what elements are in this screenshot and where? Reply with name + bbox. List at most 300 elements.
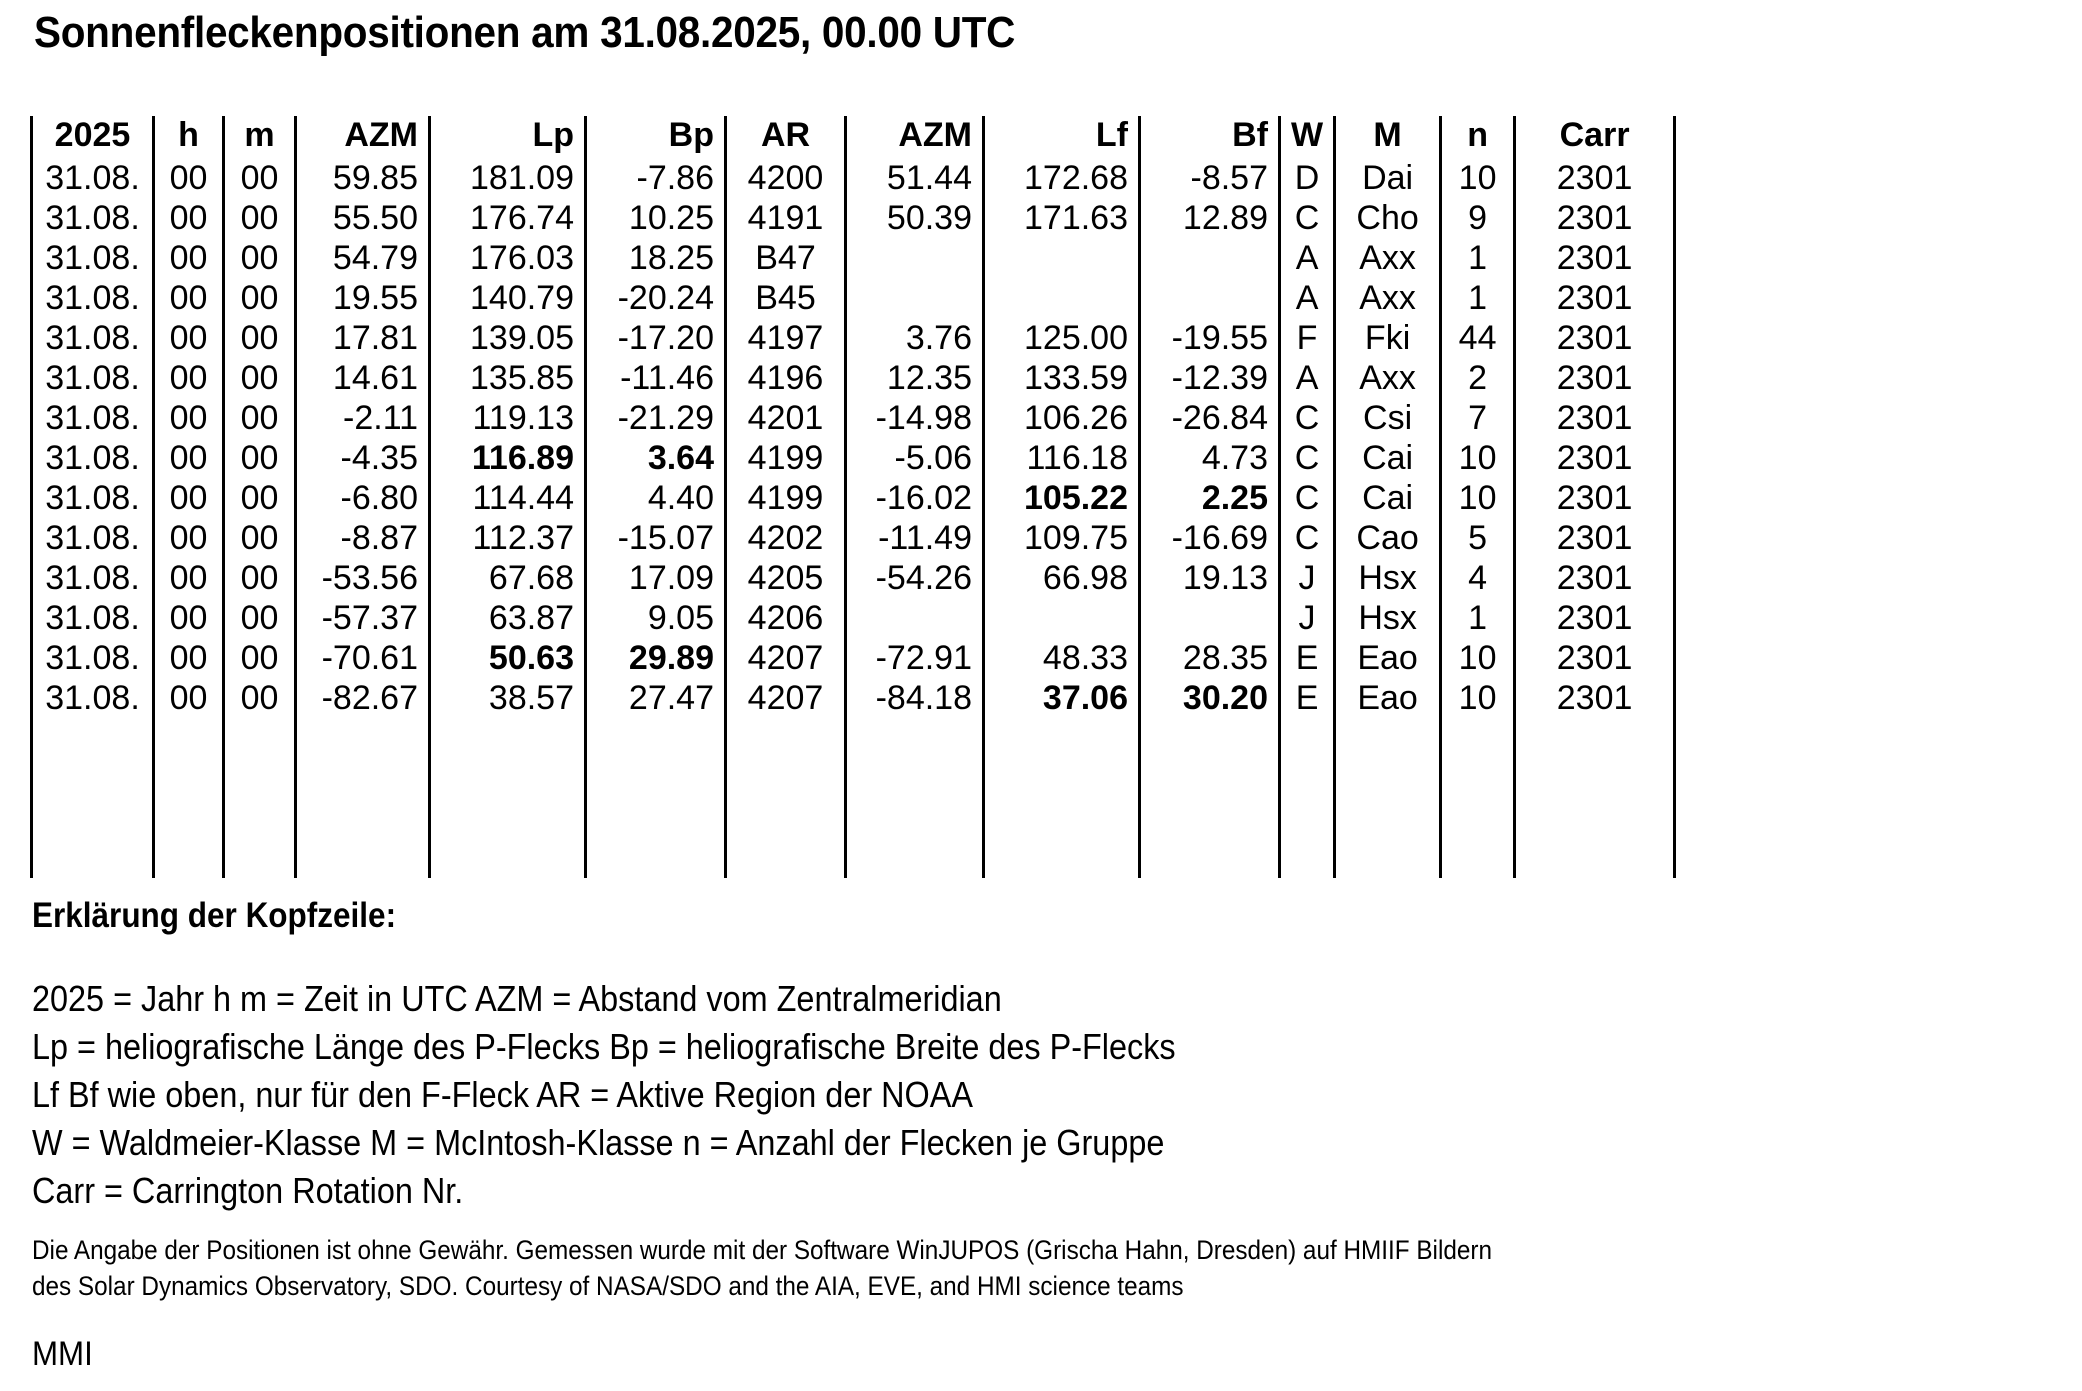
cell-lf: 116.18 (984, 438, 1140, 478)
cell-empty (32, 838, 154, 878)
cell-bf: 12.89 (1140, 198, 1280, 238)
cell-count: 10 (1441, 638, 1515, 678)
cell-ar: 4207 (726, 638, 846, 678)
column-header-ar: AR (726, 116, 846, 158)
cell-count: 10 (1441, 478, 1515, 518)
cell-empty (224, 718, 296, 758)
cell-date: 31.08. (32, 598, 154, 638)
cell-azm-p: 14.61 (296, 358, 430, 398)
cell-lf: 66.98 (984, 558, 1140, 598)
cell-mcintosh: Axx (1335, 358, 1441, 398)
cell-carrington: 2301 (1515, 158, 1675, 198)
cell-count: 1 (1441, 238, 1515, 278)
cell-waldmeier: A (1280, 358, 1335, 398)
cell-date: 31.08. (32, 238, 154, 278)
cell-bp: -7.86 (586, 158, 726, 198)
cell-minute: 00 (224, 638, 296, 678)
footer-disclaimer (32, 1232, 1492, 1304)
cell-waldmeier: D (1280, 158, 1335, 198)
sunspot-positions-table (30, 116, 1676, 878)
cell-empty (430, 718, 586, 758)
explanation-heading: Erklärung der Kopfzeile: (32, 896, 397, 935)
cell-date: 31.08. (32, 318, 154, 358)
cell-empty (1441, 838, 1515, 878)
cell-date: 31.08. (32, 678, 154, 718)
cell-waldmeier: J (1280, 558, 1335, 598)
cell-empty (726, 838, 846, 878)
page-title: Sonnenfleckenpositionen am 31.08.2025, 00.00 UTC (34, 8, 1016, 57)
column-header-carr: Carr (1515, 116, 1675, 158)
cell-waldmeier: C (1280, 518, 1335, 558)
cell-waldmeier: C (1280, 398, 1335, 438)
cell-empty (1441, 798, 1515, 838)
cell-lp: 63.87 (430, 598, 586, 638)
cell-empty (296, 838, 430, 878)
cell-empty (846, 758, 984, 798)
cell-count: 9 (1441, 198, 1515, 238)
cell-azm-f: -16.02 (846, 478, 984, 518)
table-row (32, 198, 1675, 238)
cell-azm-f: -14.98 (846, 398, 984, 438)
cell-hour: 00 (154, 278, 224, 318)
cell-azm-p: 54.79 (296, 238, 430, 278)
cell-mcintosh: Dai (1335, 158, 1441, 198)
cell-empty (586, 838, 726, 878)
cell-hour: 00 (154, 558, 224, 598)
cell-carrington: 2301 (1515, 518, 1675, 558)
cell-bp: 29.89 (586, 638, 726, 678)
cell-hour: 00 (154, 398, 224, 438)
cell-mcintosh: Hsx (1335, 598, 1441, 638)
cell-empty (1515, 838, 1675, 878)
cell-empty (1335, 758, 1441, 798)
cell-carrington: 2301 (1515, 318, 1675, 358)
cell-waldmeier: C (1280, 438, 1335, 478)
cell-empty (154, 718, 224, 758)
cell-minute: 00 (224, 518, 296, 558)
cell-lf (984, 598, 1140, 638)
cell-azm-p: 55.50 (296, 198, 430, 238)
cell-bf: 19.13 (1140, 558, 1280, 598)
table-row (32, 438, 1675, 478)
cell-minute: 00 (224, 598, 296, 638)
cell-hour: 00 (154, 238, 224, 278)
table-row (32, 318, 1675, 358)
cell-lf: 171.63 (984, 198, 1140, 238)
cell-bf: -19.55 (1140, 318, 1280, 358)
cell-empty (1280, 718, 1335, 758)
cell-lp: 114.44 (430, 478, 586, 518)
cell-lp: 67.68 (430, 558, 586, 598)
cell-carrington: 2301 (1515, 558, 1675, 598)
cell-azm-p: -4.35 (296, 438, 430, 478)
table-body (32, 158, 1675, 878)
cell-empty (430, 758, 586, 798)
cell-waldmeier: A (1280, 238, 1335, 278)
cell-empty (430, 838, 586, 878)
cell-empty (984, 838, 1140, 878)
cell-mcintosh: Hsx (1335, 558, 1441, 598)
column-header-bf: Bf (1140, 116, 1280, 158)
cell-empty (430, 798, 586, 838)
cell-minute: 00 (224, 278, 296, 318)
cell-azm-p: -6.80 (296, 478, 430, 518)
cell-bf: -8.57 (1140, 158, 1280, 198)
cell-mcintosh: Cho (1335, 198, 1441, 238)
table-empty-row (32, 838, 1675, 878)
cell-bp: 9.05 (586, 598, 726, 638)
cell-hour: 00 (154, 158, 224, 198)
cell-date: 31.08. (32, 358, 154, 398)
cell-empty (726, 718, 846, 758)
column-header-m: M (1335, 116, 1441, 158)
cell-count: 1 (1441, 278, 1515, 318)
cell-waldmeier: F (1280, 318, 1335, 358)
cell-minute: 00 (224, 238, 296, 278)
cell-mcintosh: Cai (1335, 478, 1441, 518)
cell-bp: 4.40 (586, 478, 726, 518)
cell-mcintosh: Axx (1335, 238, 1441, 278)
cell-lf: 106.26 (984, 398, 1140, 438)
cell-empty (586, 718, 726, 758)
cell-azm-p: -82.67 (296, 678, 430, 718)
cell-empty (32, 758, 154, 798)
signature: MMI (32, 1335, 93, 1373)
cell-count: 5 (1441, 518, 1515, 558)
cell-empty (1515, 758, 1675, 798)
cell-carrington: 2301 (1515, 478, 1675, 518)
cell-ar: B47 (726, 238, 846, 278)
cell-empty (1515, 798, 1675, 838)
cell-date: 31.08. (32, 518, 154, 558)
cell-minute: 00 (224, 678, 296, 718)
cell-empty (1335, 798, 1441, 838)
cell-date: 31.08. (32, 278, 154, 318)
cell-hour: 00 (154, 478, 224, 518)
cell-empty (984, 758, 1140, 798)
cell-bp: -17.20 (586, 318, 726, 358)
cell-hour: 00 (154, 518, 224, 558)
cell-empty (224, 758, 296, 798)
cell-azm-f: 12.35 (846, 358, 984, 398)
cell-bp: 10.25 (586, 198, 726, 238)
cell-bp: -20.24 (586, 278, 726, 318)
cell-mcintosh: Cao (1335, 518, 1441, 558)
cell-lp: 116.89 (430, 438, 586, 478)
cell-count: 10 (1441, 158, 1515, 198)
cell-azm-p: -57.37 (296, 598, 430, 638)
cell-lf: 133.59 (984, 358, 1140, 398)
cell-empty (984, 718, 1140, 758)
cell-ar: 4200 (726, 158, 846, 198)
cell-empty (296, 798, 430, 838)
table-empty-row (32, 798, 1675, 838)
cell-date: 31.08. (32, 158, 154, 198)
cell-minute: 00 (224, 158, 296, 198)
cell-hour: 00 (154, 358, 224, 398)
cell-ar: 4206 (726, 598, 846, 638)
footer-line: des Solar Dynamics Observatory, SDO. Courtesy of NASA/SDO and the AIA, EVE, and HMI science teams (32, 1271, 1184, 1301)
cell-empty (1280, 798, 1335, 838)
column-header-bp: Bp (586, 116, 726, 158)
cell-bf (1140, 238, 1280, 278)
table-row (32, 478, 1675, 518)
cell-bf: -16.69 (1140, 518, 1280, 558)
cell-empty (1335, 838, 1441, 878)
cell-ar: 4196 (726, 358, 846, 398)
cell-empty (224, 798, 296, 838)
explanation-lines (32, 975, 1176, 1215)
cell-ar: 4207 (726, 678, 846, 718)
cell-empty (32, 798, 154, 838)
cell-azm-f: -11.49 (846, 518, 984, 558)
cell-hour: 00 (154, 318, 224, 358)
table-row (32, 678, 1675, 718)
cell-bf: 4.73 (1140, 438, 1280, 478)
explanation-line: Lf Bf wie oben, nur für den F-Fleck AR = Aktive Region der NOAA (32, 1074, 973, 1115)
cell-azm-p: -8.87 (296, 518, 430, 558)
cell-lp: 119.13 (430, 398, 586, 438)
cell-empty (32, 718, 154, 758)
cell-minute: 00 (224, 318, 296, 358)
cell-empty (726, 798, 846, 838)
cell-count: 7 (1441, 398, 1515, 438)
cell-mcintosh: Axx (1335, 278, 1441, 318)
explanation-line: W = Waldmeier-Klasse M = McIntosh-Klasse n = Anzahl der Flecken je Gruppe (32, 1122, 1165, 1163)
cell-bf: -12.39 (1140, 358, 1280, 398)
cell-ar: 4201 (726, 398, 846, 438)
cell-date: 31.08. (32, 478, 154, 518)
cell-azm-f: -5.06 (846, 438, 984, 478)
cell-azm-p: -53.56 (296, 558, 430, 598)
cell-azm-p: -70.61 (296, 638, 430, 678)
table-row (32, 238, 1675, 278)
cell-empty (846, 798, 984, 838)
cell-lp: 176.74 (430, 198, 586, 238)
column-header-azm-p: AZM (296, 116, 430, 158)
cell-azm-f: -54.26 (846, 558, 984, 598)
cell-empty (1515, 718, 1675, 758)
cell-ar: 4191 (726, 198, 846, 238)
cell-bf: -26.84 (1140, 398, 1280, 438)
explanation-line: 2025 = Jahr h m = Zeit in UTC AZM = Abstand vom Zentralmeridian (32, 978, 1002, 1019)
sunspot-table-container (30, 116, 1676, 878)
cell-lf: 125.00 (984, 318, 1140, 358)
table-header (32, 116, 1675, 158)
cell-lp: 112.37 (430, 518, 586, 558)
cell-empty (1441, 758, 1515, 798)
cell-count: 4 (1441, 558, 1515, 598)
cell-azm-f: -72.91 (846, 638, 984, 678)
cell-empty (154, 758, 224, 798)
explanation-line: Lp = heliografische Länge des P-Flecks Bp = heliografische Breite des P-Flecks (32, 1026, 1176, 1067)
cell-empty (296, 758, 430, 798)
cell-lp: 140.79 (430, 278, 586, 318)
cell-bp: 3.64 (586, 438, 726, 478)
cell-empty (846, 838, 984, 878)
cell-empty (1280, 838, 1335, 878)
explanation-line: Carr = Carrington Rotation Nr. (32, 1170, 464, 1211)
cell-bf: 2.25 (1140, 478, 1280, 518)
cell-lf (984, 238, 1140, 278)
cell-minute: 00 (224, 478, 296, 518)
cell-azm-p: 17.81 (296, 318, 430, 358)
cell-lf: 37.06 (984, 678, 1140, 718)
column-header-hour: h (154, 116, 224, 158)
cell-empty (1140, 758, 1280, 798)
cell-hour: 00 (154, 438, 224, 478)
cell-lp: 50.63 (430, 638, 586, 678)
cell-lp: 135.85 (430, 358, 586, 398)
footer-line: Die Angabe der Positionen ist ohne Gewähr. Gemessen wurde mit der Software WinJUPOS (Grischa Hahn, Dresden) auf HMIIF Bildern (32, 1235, 1492, 1265)
cell-lf: 172.68 (984, 158, 1140, 198)
cell-waldmeier: C (1280, 198, 1335, 238)
cell-hour: 00 (154, 678, 224, 718)
cell-ar: 4199 (726, 438, 846, 478)
cell-count: 10 (1441, 678, 1515, 718)
cell-bf: 28.35 (1140, 638, 1280, 678)
cell-carrington: 2301 (1515, 398, 1675, 438)
cell-bf (1140, 598, 1280, 638)
cell-azm-f: 3.76 (846, 318, 984, 358)
column-header-lp: Lp (430, 116, 586, 158)
cell-carrington: 2301 (1515, 638, 1675, 678)
table-row (32, 598, 1675, 638)
cell-hour: 00 (154, 198, 224, 238)
cell-bp: -15.07 (586, 518, 726, 558)
cell-ar: 4199 (726, 478, 846, 518)
cell-count: 10 (1441, 438, 1515, 478)
cell-bp: -21.29 (586, 398, 726, 438)
cell-waldmeier: E (1280, 678, 1335, 718)
cell-carrington: 2301 (1515, 678, 1675, 718)
cell-azm-f (846, 598, 984, 638)
cell-azm-f: -84.18 (846, 678, 984, 718)
cell-minute: 00 (224, 358, 296, 398)
table-header-row (32, 116, 1675, 158)
table-row (32, 278, 1675, 318)
cell-mcintosh: Eao (1335, 678, 1441, 718)
cell-ar: 4202 (726, 518, 846, 558)
cell-count: 1 (1441, 598, 1515, 638)
cell-minute: 00 (224, 198, 296, 238)
cell-waldmeier: C (1280, 478, 1335, 518)
cell-empty (1280, 758, 1335, 798)
table-empty-row (32, 718, 1675, 758)
cell-bp: -11.46 (586, 358, 726, 398)
cell-date: 31.08. (32, 398, 154, 438)
column-header-w: W (1280, 116, 1335, 158)
cell-carrington: 2301 (1515, 238, 1675, 278)
cell-bp: 17.09 (586, 558, 726, 598)
cell-count: 44 (1441, 318, 1515, 358)
cell-lp: 181.09 (430, 158, 586, 198)
cell-empty (1140, 838, 1280, 878)
cell-hour: 00 (154, 598, 224, 638)
cell-azm-f: 51.44 (846, 158, 984, 198)
table-empty-row (32, 758, 1675, 798)
cell-carrington: 2301 (1515, 598, 1675, 638)
cell-lf: 105.22 (984, 478, 1140, 518)
cell-lp: 176.03 (430, 238, 586, 278)
cell-minute: 00 (224, 558, 296, 598)
cell-azm-f: 50.39 (846, 198, 984, 238)
cell-empty (1140, 798, 1280, 838)
cell-mcintosh: Csi (1335, 398, 1441, 438)
cell-empty (846, 718, 984, 758)
cell-empty (296, 718, 430, 758)
table-row (32, 358, 1675, 398)
cell-carrington: 2301 (1515, 198, 1675, 238)
cell-empty (1441, 718, 1515, 758)
cell-empty (586, 758, 726, 798)
cell-ar: 4205 (726, 558, 846, 598)
cell-hour: 00 (154, 638, 224, 678)
cell-azm-f (846, 238, 984, 278)
column-header-lf: Lf (984, 116, 1140, 158)
cell-empty (1140, 718, 1280, 758)
table-row (32, 518, 1675, 558)
table-row (32, 398, 1675, 438)
cell-date: 31.08. (32, 638, 154, 678)
column-header-minute: m (224, 116, 296, 158)
cell-empty (154, 838, 224, 878)
cell-carrington: 2301 (1515, 278, 1675, 318)
cell-date: 31.08. (32, 558, 154, 598)
cell-carrington: 2301 (1515, 358, 1675, 398)
column-header-n: n (1441, 116, 1515, 158)
cell-empty (154, 798, 224, 838)
cell-mcintosh: Fki (1335, 318, 1441, 358)
cell-empty (726, 758, 846, 798)
table-row (32, 158, 1675, 198)
cell-azm-p: 59.85 (296, 158, 430, 198)
cell-bf (1140, 278, 1280, 318)
cell-lp: 38.57 (430, 678, 586, 718)
cell-waldmeier: J (1280, 598, 1335, 638)
cell-lp: 139.05 (430, 318, 586, 358)
cell-lf (984, 278, 1140, 318)
cell-mcintosh: Eao (1335, 638, 1441, 678)
cell-minute: 00 (224, 438, 296, 478)
cell-azm-p: -2.11 (296, 398, 430, 438)
cell-mcintosh: Cai (1335, 438, 1441, 478)
cell-lf: 109.75 (984, 518, 1140, 558)
cell-bp: 27.47 (586, 678, 726, 718)
cell-azm-p: 19.55 (296, 278, 430, 318)
cell-empty (586, 798, 726, 838)
cell-ar: 4197 (726, 318, 846, 358)
table-row (32, 558, 1675, 598)
cell-empty (224, 838, 296, 878)
column-header-azm-f: AZM (846, 116, 984, 158)
cell-waldmeier: A (1280, 278, 1335, 318)
cell-date: 31.08. (32, 438, 154, 478)
column-header-year: 2025 (32, 116, 154, 158)
cell-empty (1335, 718, 1441, 758)
cell-bp: 18.25 (586, 238, 726, 278)
cell-waldmeier: E (1280, 638, 1335, 678)
cell-minute: 00 (224, 398, 296, 438)
cell-carrington: 2301 (1515, 438, 1675, 478)
cell-azm-f (846, 278, 984, 318)
cell-empty (984, 798, 1140, 838)
cell-bf: 30.20 (1140, 678, 1280, 718)
cell-lf: 48.33 (984, 638, 1140, 678)
cell-date: 31.08. (32, 198, 154, 238)
cell-count: 2 (1441, 358, 1515, 398)
table-row (32, 638, 1675, 678)
